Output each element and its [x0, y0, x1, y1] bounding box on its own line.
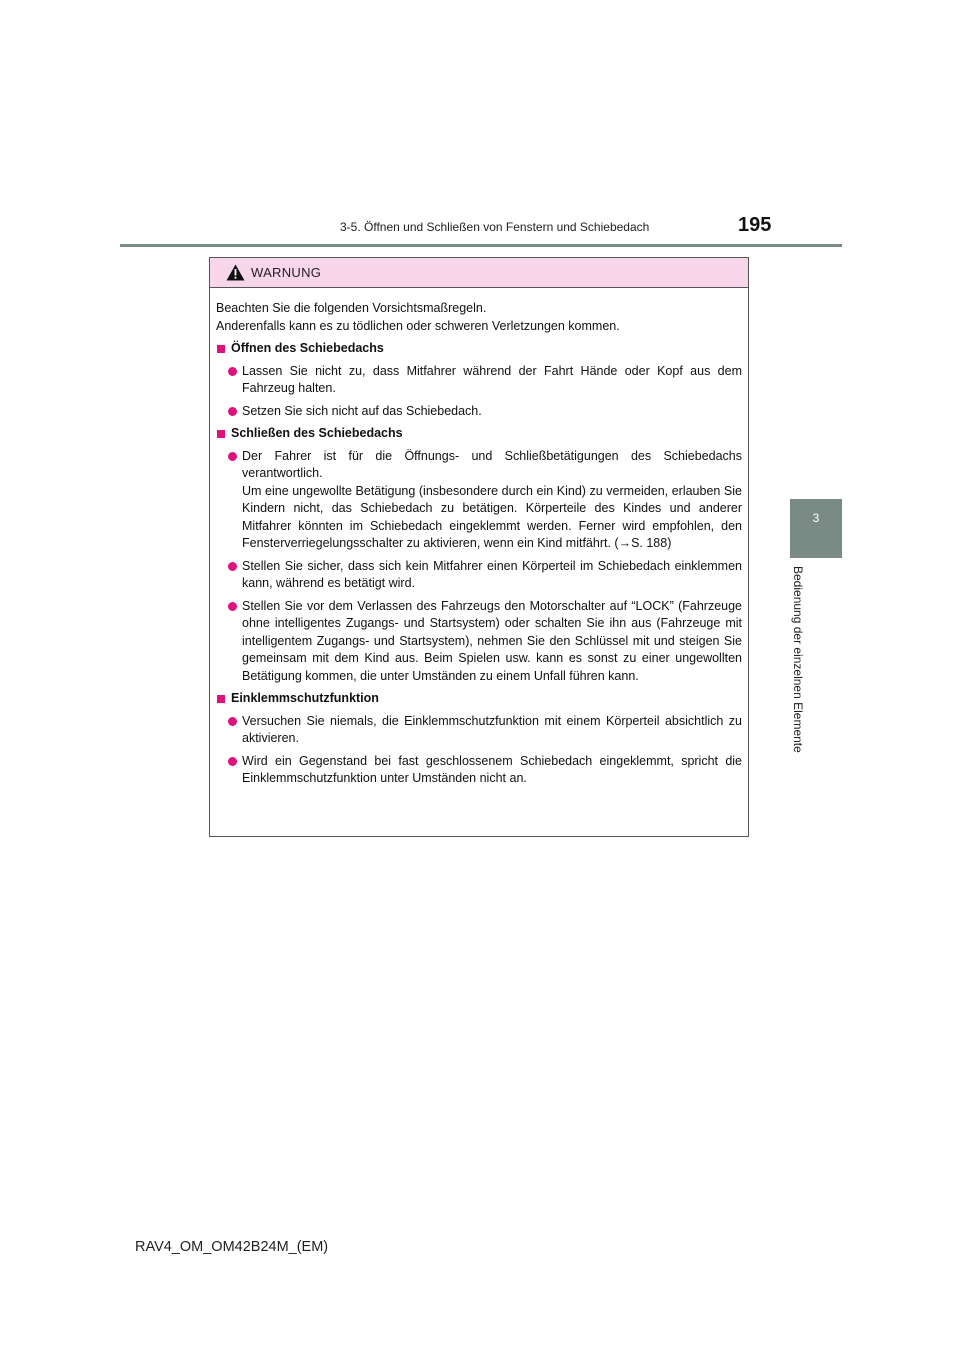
bullet-item	[216, 558, 742, 593]
bullet-dot-icon	[228, 757, 237, 766]
bullet-item	[216, 403, 742, 421]
section-heading-text: Schließen des Schiebedachs	[231, 426, 403, 440]
section-heading	[216, 340, 742, 358]
chapter-number: 3	[812, 511, 820, 525]
bullet-text: Wird ein Gegenstand bei fast geschlossenem Schiebedach eingeklemmt, spricht die Einklemmschutzfunktion unter Umständen nicht an.	[242, 753, 742, 785]
header-divider	[120, 244, 842, 247]
bullet-item	[216, 363, 742, 398]
warning-title: WARNUNG	[251, 265, 322, 280]
bullet-dot-icon	[228, 452, 237, 461]
bullet-item	[216, 753, 742, 788]
square-bullet-icon	[217, 345, 225, 353]
chapter-tab	[790, 499, 842, 558]
square-bullet-icon	[217, 430, 225, 438]
chapter-label-text: Bedienung der einzelnen Elemente	[791, 566, 805, 753]
warning-header	[210, 258, 748, 288]
warning-body	[210, 288, 748, 788]
warning-intro	[216, 300, 742, 335]
section-heading-text: Einklemmschutzfunktion	[231, 691, 379, 705]
square-bullet-icon	[217, 695, 225, 703]
bullet-text: Lassen Sie nicht zu, dass Mitfahrer während der Fahrt Hände oder Kopf aus dem Fahrzeug halten.	[242, 363, 742, 395]
bullet-dot-icon	[228, 407, 237, 416]
warning-triangle-icon	[226, 264, 245, 281]
bullet-text: Der Fahrer ist für die Öffnungs- und Schließbetätigungen des Schiebedachs verantwortlich.	[242, 448, 742, 480]
intro-line: Anderenfalls kann es zu tödlichen oder schweren Verletzungen kommen.	[216, 318, 620, 333]
bullet-dot-icon	[228, 717, 237, 726]
bullet-dot-icon	[228, 367, 237, 376]
bullet-item	[216, 448, 742, 553]
section-heading	[216, 690, 742, 708]
bullet-text: Stellen Sie sicher, dass sich kein Mitfahrer einen Körperteil im Schiebedach einklemmen kann, während es betätigt wird.	[242, 558, 742, 590]
bullet-dot-icon	[228, 562, 237, 571]
warning-section	[216, 340, 742, 420]
bullet-text: Setzen Sie sich nicht auf das Schiebedach.	[242, 403, 482, 418]
bullet-item	[216, 713, 742, 748]
bullet-text: Versuchen Sie niemals, die Einklemmschutzfunktion mit einem Körperteil absichtlich zu aktivieren.	[242, 713, 742, 745]
chapter-label	[788, 566, 808, 766]
bullet-dot-icon	[228, 602, 237, 611]
section-heading-text: Öffnen des Schiebedachs	[231, 341, 384, 355]
bullet-text: Stellen Sie vor dem Verlassen des Fahrzeugs den Motorschalter auf “LOCK” (Fahrzeuge ohne intelligentes Zugangs- und Startsystem) oder schalten Sie ihn aus (Fahrzeuge mit intelligentem Zugangs- und Startsystem), nehmen Sie den Schlüssel mit und steigen Sie gemeinsam mit dem Kind aus. Beim Spielen usw. kann es sonst zu einer ungewollten Betätigung kommen, die unter Umständen zu einem Unfall führen kann.	[242, 598, 742, 683]
bullet-text: Um eine ungewollte Betätigung (insbesondere durch ein Kind) zu vermeiden, erlauben Sie Kindern nicht, das Schiebedach zu betätigen. Körperteile des Kindes und anderer Mitfahrer könnten im Schiebedach eingeklemmt werden. Ferner wird empfohlen, den Fensterverriegelungsschalter zu aktivieren, wenn ein Kind mitfährt. (→S. 188)	[242, 483, 742, 550]
section-title: 3-5. Öffnen und Schließen von Fenstern und Schiebedach	[340, 220, 650, 234]
intro-line: Beachten Sie die folgenden Vorsichtsmaßregeln.	[216, 301, 487, 315]
bullet-item	[216, 598, 742, 686]
page-number: 195	[738, 214, 772, 236]
warning-section	[216, 690, 742, 788]
warning-section	[216, 425, 742, 685]
warning-box	[209, 257, 749, 837]
document-code: RAV4_OM_OM42B24M_(EM)	[135, 1239, 329, 1255]
section-heading	[216, 425, 742, 443]
